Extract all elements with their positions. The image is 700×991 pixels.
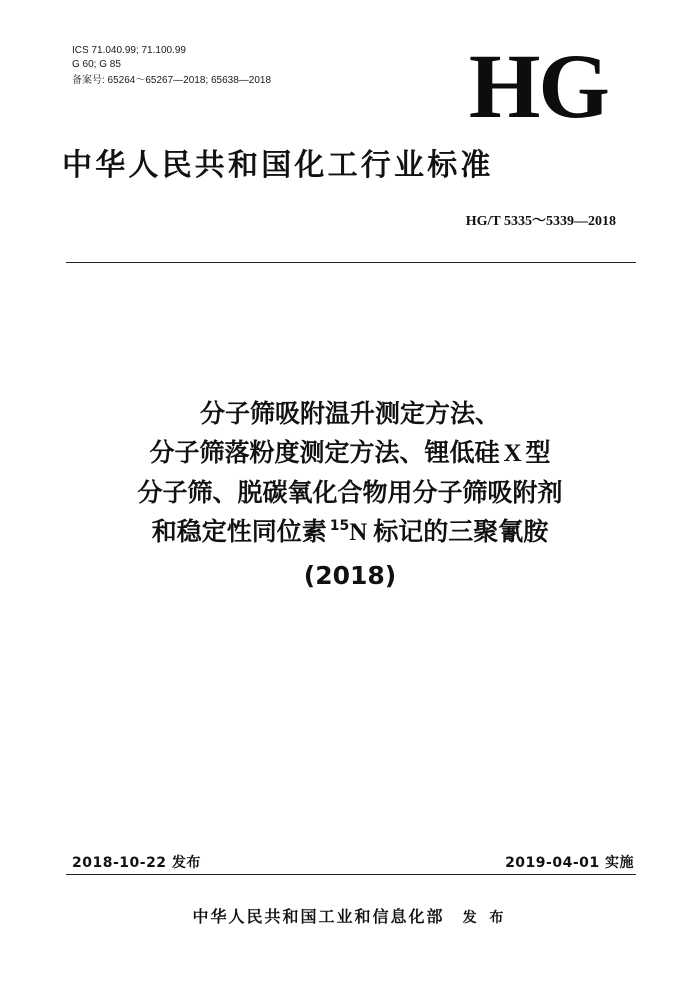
- title-line-year: (2018): [303, 561, 397, 590]
- document-title: [60, 394, 640, 595]
- ccs-code: G 60; G 85: [72, 59, 121, 70]
- title-line-2: 分子筛落粉度测定方法、锂低硅 X 型: [149, 438, 551, 467]
- title-line-4: 和稳定性同位素 $^{15}$N 标记的三聚氰胺: [151, 517, 549, 546]
- hg-logo: HG: [468, 35, 608, 137]
- filing-number: 备案号: 65264～65267—2018; 65638—2018: [72, 75, 272, 86]
- title-line-3: 分子筛、脱碳氧化合物用分子筛吸附剂: [137, 478, 563, 507]
- issuer-name: 中华人民共和国工业和信息化部: [192, 907, 445, 926]
- footer-divider: [66, 874, 636, 875]
- issue-date: 2018-10-22 发布: [72, 855, 201, 871]
- implementation-date: 2019-04-01 实施: [505, 855, 634, 871]
- standard-category-title: 中华人民共和国化工行业标准: [62, 148, 494, 183]
- title-line-1: 分子筛吸附温升测定方法、: [199, 399, 500, 428]
- ics-code: ICS 71.040.99; 71.100.99: [72, 45, 186, 56]
- issuing-authority: [0, 904, 700, 927]
- standard-number: HG/T 5335～5339—2018: [465, 214, 616, 229]
- header-divider: [66, 262, 636, 263]
- issuer-action: 发 布: [462, 910, 508, 926]
